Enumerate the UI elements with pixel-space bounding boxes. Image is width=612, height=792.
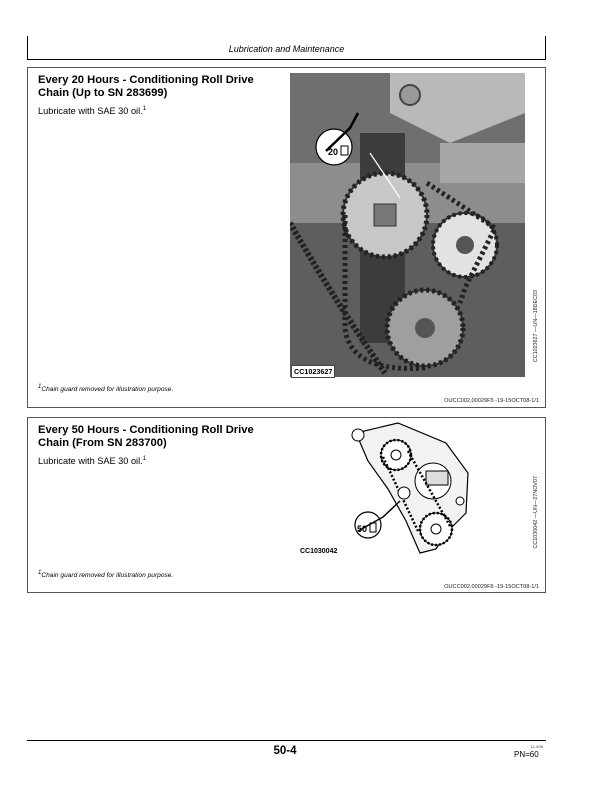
chain-drive-line-drawing [328, 421, 478, 556]
page-number: 50-4 [273, 745, 297, 757]
figure-side-code: CC1023627 —UN—18DEC03 [533, 290, 539, 363]
interval-callout: 20 [328, 147, 339, 157]
figure-caption: CC1030042 [300, 548, 338, 555]
chain-drive-illustration [290, 73, 525, 377]
running-header: Lubrication and Maintenance [228, 44, 345, 54]
reference-code: OUCC002,00029F6 -19-15OCT08-1/1 [444, 584, 539, 590]
chain-drive-photo [290, 73, 525, 377]
section-title: Every 50 Hours - Conditioning Roll Drive Chain (From SN 283700) [38, 424, 254, 449]
footer-small-code: 12-4Sft [530, 744, 543, 749]
section-title: Every 20 Hours - Conditioning Roll Drive Chain (Up to SN 283699) [38, 74, 254, 99]
footnote: $^1$Chain guard removed for illustration purpose. [38, 383, 174, 393]
header-rule-bottom [27, 59, 546, 60]
footer-rule [27, 740, 546, 741]
section-50-hours [27, 417, 546, 593]
pn-number: PN=60 [514, 750, 539, 759]
instruction-text: Lubricate with SAE 30 oil.$^1$ [38, 105, 147, 116]
reference-code: OUCC002,00029F5 -19-15OCT08-1/1 [444, 398, 539, 404]
section-20-hours [27, 67, 546, 408]
interval-callout: 50 [357, 524, 368, 534]
figure-caption: CC1023627 [291, 365, 335, 378]
figure-side-code: CC1030042 —UN—27NOV07 [533, 476, 539, 549]
chain-drive-drawing [328, 421, 478, 556]
footnote: $^1$Chain guard removed for illustration purpose. [38, 569, 174, 579]
instruction-text: Lubricate with SAE 30 oil.$^1$ [38, 455, 147, 466]
